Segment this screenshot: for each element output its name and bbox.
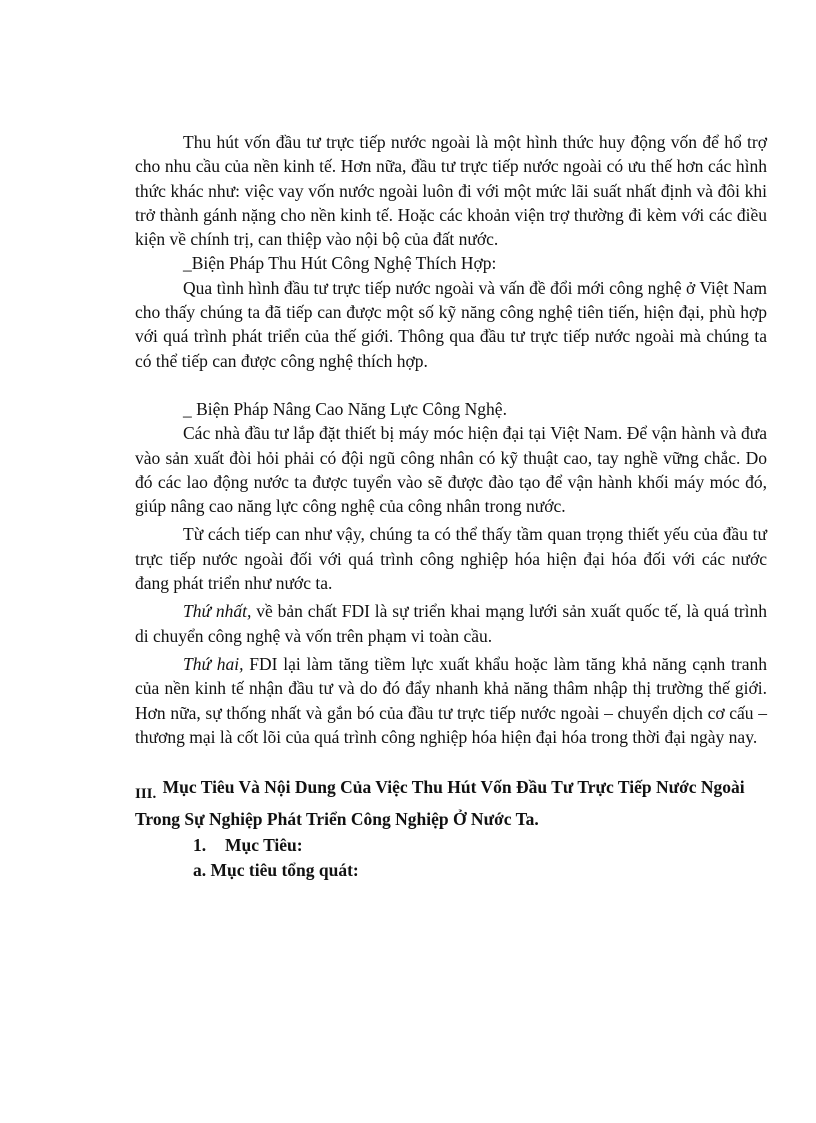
subheading-technology-attraction: _Biện Pháp Thu Hút Công Nghệ Thích Hợp: bbox=[183, 253, 497, 274]
first-point-lead: Thứ nhất, bbox=[183, 601, 252, 622]
paragraph-technology-access: Qua tình hình đầu tư trực tiếp nước ngoài và vấn đề đổi mới công nghệ ở Việt Nam cho thấy chúng ta đã tiếp can được một số kỹ năng công nghệ tiên tiến, hiện đại, phù hợp với quá trình phát triển của thế giới. Thông qua đầu tư trực tiếp nước ngoài mà chúng ta có thể tiếp can được công nghệ thích hợp. bbox=[135, 277, 767, 371]
subsection-heading bbox=[135, 833, 767, 858]
first-point-text: về bản chất FDI là sự triển khai mạng lưới sản xuất quốc tế, là quá trình di chuyển công nghệ và vốn trên phạm vi toàn cầu. bbox=[135, 601, 767, 646]
paragraph-first-point bbox=[135, 599, 767, 648]
paragraph-second-point bbox=[135, 652, 767, 749]
section-heading bbox=[135, 775, 767, 831]
second-point-text: FDI lại làm tăng tiềm lực xuất khẩu hoặc làm tăng khả năng cạnh tranh của nền kinh tế nhận đầu tư và do đó đẩy nhanh khả năng thâm nhập thị trường thế giới. Hơn nữa, sự thống nhất và gắn bó của đầu tư trực tiếp nước ngoài – chuyển dịch cơ cấu – thương mại là cốt lõi của quá trình công nghiệp hóa hiện đại hóa trong thời đại ngày nay. bbox=[135, 653, 768, 747]
subheading-technology-capacity: _ Biện Pháp Nâng Cao Năng Lực Công Nghệ. bbox=[183, 398, 507, 419]
section-number: III. bbox=[135, 786, 157, 803]
subsubsection-heading: a. Mục tiêu tổng quát: bbox=[193, 860, 359, 881]
subsection-number: 1. bbox=[193, 835, 207, 856]
paragraph-fdi-capital: Thu hút vốn đầu tư trực tiếp nước ngoài là một hình thức huy động vốn để hổ trợ cho nhu cầu của nền kinh tế. Hơn nữa, đầu tư trực tiếp nước ngoài có ưu thế hơn các hình thức khác như: việc vay vốn nước ngoài luôn đi với một mức lãi suất nhất định và đôi khi trở thành gánh nặng cho nền kinh tế. Hoặc các khoản viện trợ thường đi kèm với các điều kiện về chính trị, can thiệp vào nội bộ của đất nước. bbox=[135, 132, 767, 250]
second-point-lead: Thứ hai, bbox=[183, 653, 244, 674]
paragraph-equipment-training: Các nhà đầu tư lắp đặt thiết bị máy móc hiện đại tại Việt Nam. Để vận hành và đưa vào sản xuất đòi hỏi phải có đội ngũ công nhân có kỹ thuật cao, tay nghề vững chắc. Do đó các lao động nước ta được tuyển vào sẽ được đào tạo để vận hành khối máy móc đó, giúp nâng cao năng lực công nghệ của công nhân trong nước. bbox=[135, 423, 767, 517]
subsection-title: Mục Tiêu: bbox=[225, 835, 303, 856]
paragraph-importance: Từ cách tiếp can như vậy, chúng ta có thể thấy tầm quan trọng thiết yếu của đầu tư trực tiếp nước ngoài đối với quá trình công nghiệp hóa hiện đại hóa đối với các nước đang phát triển như nước ta. bbox=[135, 524, 767, 594]
section-title: Mục Tiêu Và Nội Dung Của Việc Thu Hút Vốn Đầu Tư Trực Tiếp Nước Ngoài Trong Sự Nghiệp Phát Triển Công Nghiệp Ở Nước Ta. bbox=[135, 777, 745, 829]
document-body bbox=[135, 130, 767, 883]
